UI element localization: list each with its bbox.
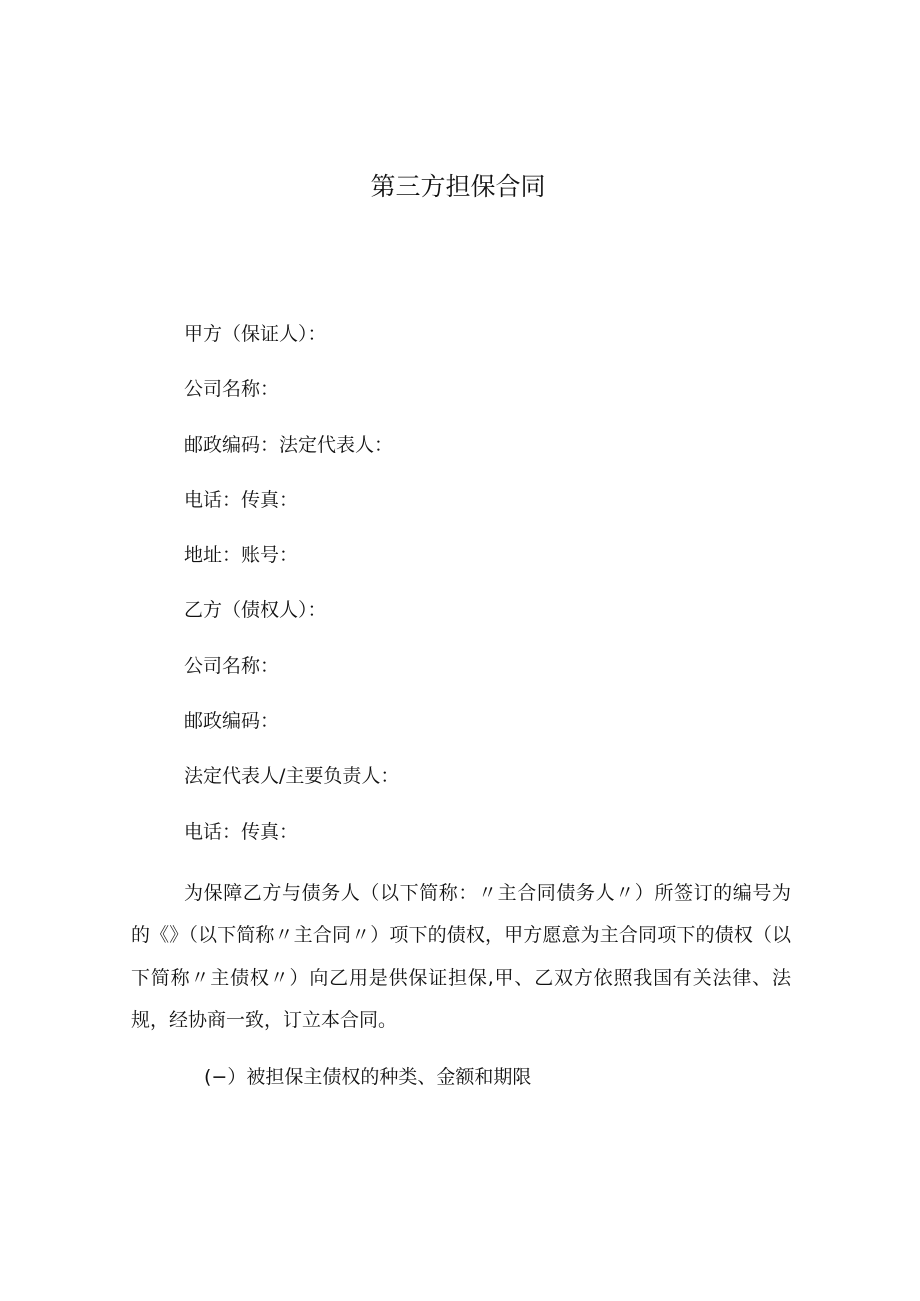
guarantor-postcode-legal-rep: 邮政编码：法定代表人：: [184, 433, 394, 456]
creditor-legal-rep: 法定代表人/主要负责人：: [184, 765, 400, 788]
guarantor-phone-fax: 电话：传真：: [184, 488, 299, 511]
section-heading: (−）被担保主债权的种类、金额和期限: [204, 1066, 532, 1088]
guarantor-heading: 甲方（保证人）：: [184, 323, 327, 345]
creditor-postcode: 邮政编码：: [184, 710, 280, 733]
guarantor-address-account: 地址：账号：: [184, 544, 299, 567]
preamble-paragraph: 为保障乙方与债务人（以下简称：〃主合同债务人〃）所签订的编号为的《》（以下简称〃主合同〃）项下的债权，甲方愿意为主合同项下的债权（以下简称〃主债权〃）向乙用是供保证担保,甲、乙双方依照我国有关法律、法规，经协商一致，订立本合同。: [131, 882, 791, 1031]
creditor-company-name: 公司名称：: [184, 654, 280, 677]
document-title: 第三方担保合同: [370, 172, 546, 201]
guarantor-company-name: 公司名称：: [184, 378, 280, 401]
creditor-phone-fax: 电话：传真：: [184, 820, 299, 843]
creditor-heading: 乙方（债权人）：: [184, 599, 327, 622]
party-info-fields: [184, 318, 399, 871]
